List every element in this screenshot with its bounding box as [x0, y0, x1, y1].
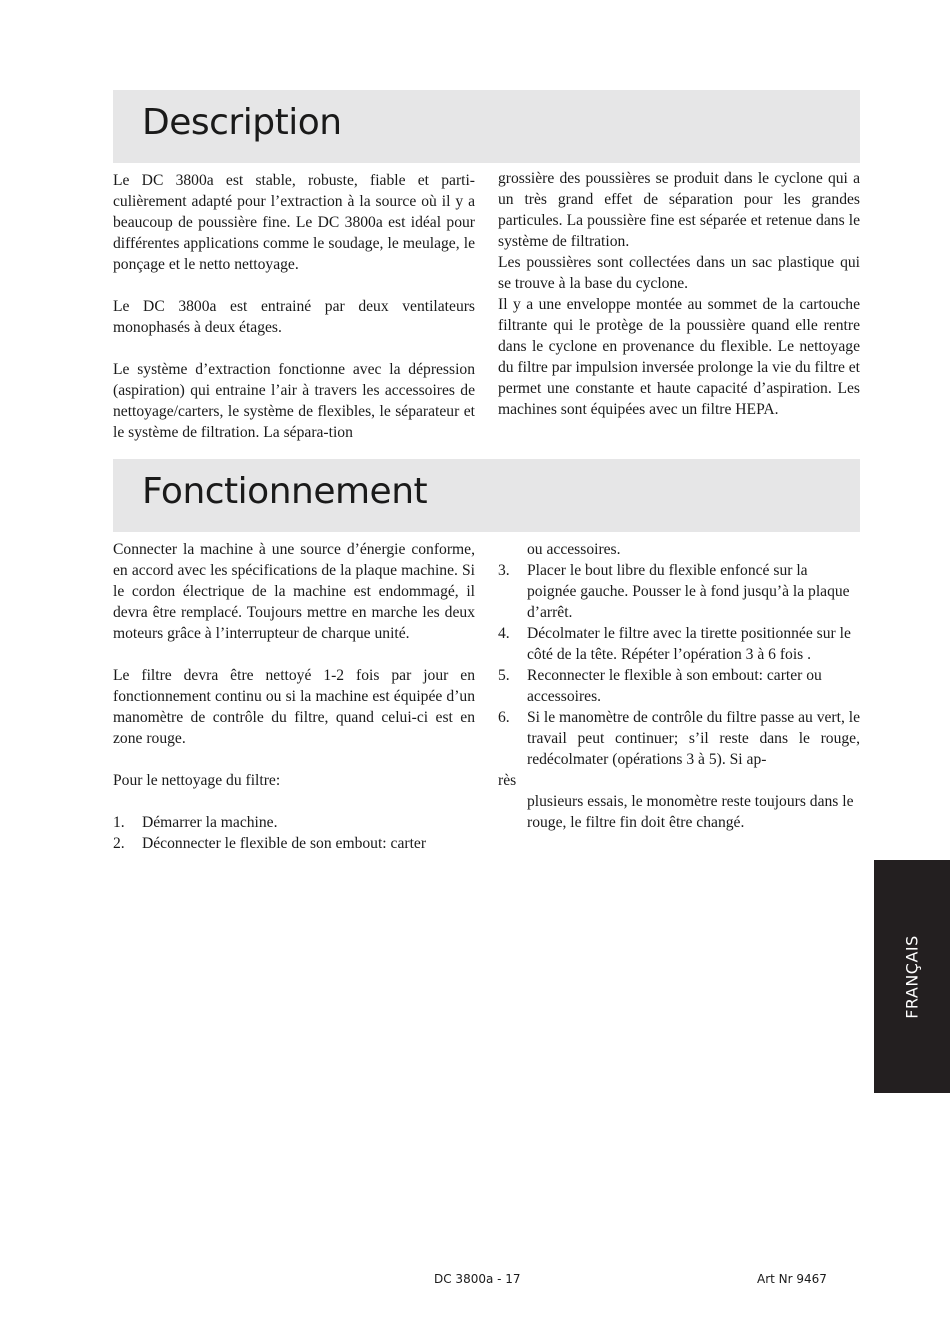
footer-page-number: DC 3800a - 17 — [434, 1272, 521, 1286]
description-paragraph-3: Le système d’extraction fonctionne avec la dépression (aspiration) qui entraine l’air à travers les accessoires de nettoyage/carters, le système de flexibles, le séparateur et le système de filtration. La sépara-tion — [113, 361, 475, 441]
fonctionnement-paragraph-2: Le filtre devra être nettoyé 1-2 fois par jour en fonctionnement continu ou si la machine est équipée d’un manomètre de contrôle du filtre, quand celui-ci est en zone rouge. — [113, 667, 475, 747]
fonctionnement-paragraph-1: Connecter la machine à une source d’énergie conforme, en accord avec les spécifications de la plaque machine. Si le cordon électrique de la machine est endommagé, il devra être remplacé. Toujours mettre en marche les deux moteurs grâce à l’interrupteur de charque unité. — [113, 541, 475, 642]
description-right-column — [498, 168, 860, 420]
description-paragraph-4: grossière des poussières se produit dans le cyclone qui a un très grand effet de séparation pour les grandes particules. La poussière fine est séparée et retenue dans le système de filtration. — [498, 170, 860, 250]
step-text: Démarrer la machine. — [142, 814, 278, 831]
fonctionnement-title: Fonctionnement — [142, 471, 428, 512]
step-number: 1. — [113, 814, 125, 831]
step-number: 6. — [498, 709, 510, 726]
step-number: 3. — [498, 562, 510, 579]
footer-article-number: Art Nr 9467 — [757, 1272, 827, 1286]
step-number: 2. — [113, 835, 125, 852]
step-text: Décolmater le filtre avec la tirette positionnée sur le côté de la tête. Répéter l’opération 3 à 6 fois . — [527, 625, 851, 663]
list-item — [498, 665, 860, 707]
step-number: 5. — [498, 667, 510, 684]
description-paragraph-6: Il y a une enveloppe montée au sommet de la cartouche filtrante qui le protège de la poussière quand elle rentre dans le cyclone en provenance du flexible. Le nettoyage du filtre par impulsion inversée prolonge la vie du filtre et permet une constante et haute capacité d’aspiration. Les machines sont équipées avec un filtre HEPA. — [498, 296, 861, 418]
language-tab — [874, 860, 950, 1093]
fonctionnement-left-column — [113, 539, 475, 854]
fonctionnement-paragraph-3: Pour le nettoyage du filtre: — [113, 772, 281, 789]
fonctionnement-right-column — [498, 539, 860, 833]
list-item — [498, 560, 860, 623]
step-text: Reconnecter le flexible à son embout: carter ou accessoires. — [527, 667, 822, 705]
language-tab-label: FRANÇAIS — [902, 934, 922, 1019]
list-item — [498, 623, 860, 665]
list-item — [113, 833, 475, 854]
list-item — [113, 812, 475, 833]
step-text: Placer le bout libre du flexible enfoncé sur la poignée gauche. Pousser le à fond jusqu’à la plaque d’arrêt. — [527, 562, 850, 621]
step-text: Si le manomètre de contrôle du filtre passe au vert, le travail peut continuer; s’il reste dans le rouge, redécolmater (opérations 3 à 5). Si ap- — [527, 709, 860, 768]
description-paragraph-5: Les poussières sont collectées dans un sac plastique qui se trouve à la base du cyclone. — [498, 254, 860, 292]
step-orphan-fragment: rès — [498, 772, 517, 789]
description-paragraph-1: Le DC 3800a est stable, robuste, fiable et parti-culièrement adapté pour l’extraction à la source où il y a beaucoup de poussière fine. Le DC 3800a est idéal pour différentes applications comme le soudage, le meulage, le ponçage et le netto nettoyage. — [113, 172, 475, 273]
description-paragraph-2: Le DC 3800a est entrainé par deux ventilateurs monophasés à deux étages. — [113, 298, 475, 336]
steps-list-right — [498, 560, 860, 770]
description-header — [113, 90, 860, 163]
step-number: 4. — [498, 625, 510, 642]
steps-list-left — [113, 812, 475, 854]
description-left-column — [113, 170, 475, 443]
description-title: Description — [142, 102, 342, 143]
step-text: Déconnecter le flexible de son embout: carter — [142, 835, 427, 852]
list-item — [498, 707, 860, 770]
step-tail: plusieurs essais, le monomètre reste toujours dans le rouge, le filtre fin doit être changé. — [527, 793, 854, 831]
step-continuation: ou accessoires. — [527, 541, 621, 558]
fonctionnement-header — [113, 459, 860, 532]
